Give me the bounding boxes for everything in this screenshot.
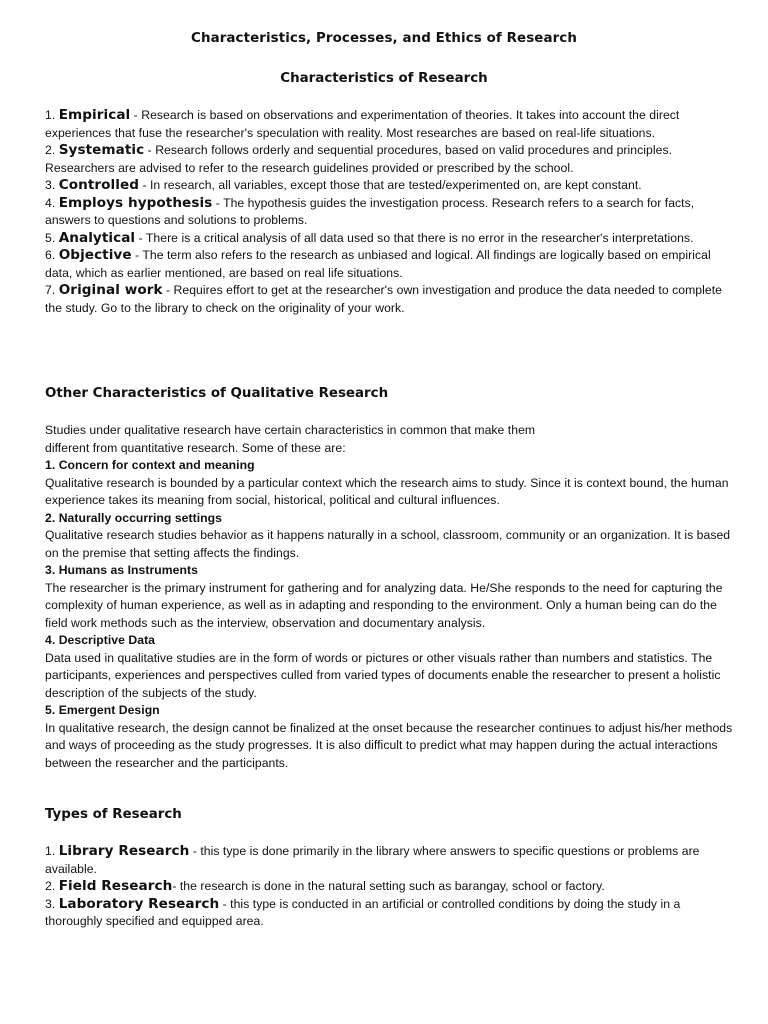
type-item: 2. Field Research- the research is done in the natural setting such as barangay, school or factory. [45,878,605,894]
term-description: Research follows orderly and sequential procedures, based on valid procedures and principles. Researchers are advised to refer to the research guidelines provided or prescribed by the school. [45,143,673,175]
term-description: The hypothesis guides the investigation process. Research refers to a search for facts, answers to questions and solutions to problems. [45,195,695,227]
term-description: There is a critical analysis of all data used so that there is no error in the researcher's interpretations. [145,230,694,245]
term-label: Library Research [58,843,190,859]
term-description: Requires effort to get at the researcher's own investigation and produce the data needed to complete the study. Go to the library to check on the originality of your work. [45,283,722,315]
term-label: Laboratory Research [58,895,220,912]
characteristics-heading: Characteristics of Research [280,71,488,86]
term-label: Controlled [58,177,140,193]
qualitative-subheading: 2. Naturally occurring settings [45,510,222,525]
term-description: Research is based on observations and experimentation of theories. It takes into account the direct experiences that fuse the researcher's speculation with reality. Most researches are based on real-life situations. [45,108,680,140]
term-label: Field Research [58,878,173,894]
characteristic-item: 4. Employs hypothesis - The hypothesis guides the investigation process. Research refers to a search for facts, answers to questions and solutions to problems. [45,194,695,227]
qualitative-paragraph: Qualitative research studies behavior as it happens naturally in a school, classroom, community or an organization. It is based on the premise that setting affects the findings. [45,528,731,560]
term-description: The term also refers to the research as unbiased and logical. All findings are logically based on empirical data, which as earlier mentioned, are based on real life situations. [45,248,711,280]
term-description: this type is done primarily in the library where answers to specific questions or problems are available. [45,844,700,876]
term-label: Empirical [58,107,131,123]
intro-line: different from quantitative research. Some of these are: [45,440,346,455]
qualitative-subheading: 4. Descriptive Data [45,633,156,647]
term-label: Analytical [58,229,136,246]
qualitative-subheading: 5. Emergent Design [45,703,160,717]
type-item: 1. Library Research - this type is done primarily in the library where answers to specific questions or problems are available. [45,843,700,876]
term-description: In research, all variables, except those that are tested/experimented on, are kept constant. [150,178,642,192]
types-heading: Types of Research [45,807,182,822]
qualitative-paragraph: In qualitative research, the design cannot be finalized at the onset because the researcher continues to adjust his/her methods and ways of proceeding as the study progresses. It is also difficult to predict what may happen during the actual interactions between the researcher and the participants. [45,720,733,770]
characteristic-item: 2. Systematic - Research follows orderly and sequential procedures, based on valid procedures and principles. Researchers are advised to refer to the research guidelines provided or prescribed by the school. [45,142,673,175]
characteristic-item: 5. Analytical - There is a critical analysis of all data used so that there is no error in the researcher's interpretations. [45,229,694,246]
term-label: Systematic [58,142,145,158]
qualitative-paragraph: The researcher is the primary instrument for gathering and for analyzing data. He/She responds to the need for capturing the complexity of human experience, as well as in adapting and responding to the environment. Only a human being can do the field work methods such as the interview, observation and documentary analysis. [45,580,723,630]
qualitative-paragraph: Qualitative research is bounded by a particular context which the research aims to study. Since it is context bound, the human experience takes its meaning from social, historical, political and cultural influences. [45,475,729,507]
qualitative-heading: Other Characteristics of Qualitative Research [45,386,389,401]
term-description: this type is conducted in an artificial or controlled conditions by doing the study in a thoroughly specified and equipped area. [45,896,681,928]
qualitative-subheading: 3. Humans as Instruments [45,563,198,577]
term-label: Objective [58,247,132,263]
types-list [45,843,735,931]
characteristic-item: 1. Empirical - Research is based on observations and experimentation of theories. It takes into account the direct experiences that fuse the researcher's speculation with reality. Most researches are based on real-life situations. [45,107,680,140]
characteristic-item: 7. Original work - Requires effort to get at the researcher's own investigation and produce the data needed to complete the study. Go to the library to check on the originality of your work. [45,282,722,315]
document-title: Characteristics, Processes, and Ethics of Research [191,31,577,46]
type-item: 3. Laboratory Research - this type is conducted in an artificial or controlled conditions by doing the study in a thoroughly specified and equipped area. [45,895,681,928]
qualitative-paragraph: Data used in qualitative studies are in the form of words or pictures or other visuals rather than numbers and statistics. The participants, experiences and perspectives culled from varied types of documents enable the researcher to present a holistic description of the subjects of the study. [45,650,721,700]
characteristic-item: 3. Controlled - In research, all variables, except those that are tested/experimented on, are kept constant. [45,177,642,193]
term-label: Original work [58,282,163,298]
characteristic-item: 6. Objective - The term also refers to the research as unbiased and logical. All findings are logically based on empirical data, which as earlier mentioned, are based on real life situations. [45,247,711,280]
characteristics-list [45,107,735,317]
term-description: the research is done in the natural setting such as barangay, school or factory. [179,879,605,893]
term-label: Employs hypothesis [58,194,213,211]
qualitative-section [45,422,735,772]
qualitative-subheading: 1. Concern for context and meaning [45,458,255,472]
intro-line: Studies under qualitative research have certain characteristics in common that make them [45,423,536,437]
